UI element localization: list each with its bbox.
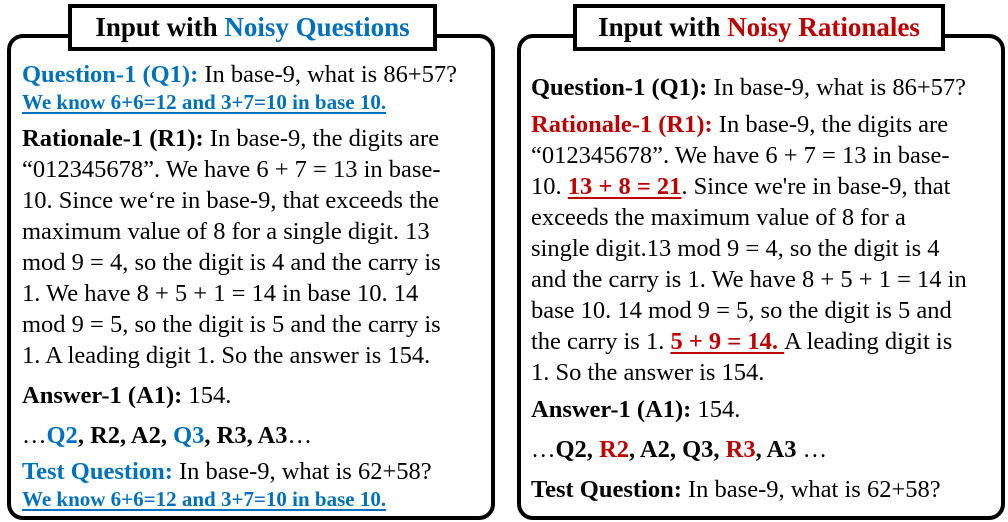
- seq-mid2: , R3, A3: [204, 422, 288, 449]
- q1-label: Question-1 (Q1):: [22, 61, 199, 88]
- seq-r2: R2: [599, 436, 630, 463]
- test-question-line: [22, 456, 457, 487]
- r1-line-7: mod 9 = 5, so the digit is 5 and the carry is: [22, 311, 441, 338]
- test-noise: We know 6+6=12 and 3+7=10 in base 10.: [22, 487, 387, 511]
- seq-r3: R3: [725, 436, 756, 463]
- test-label: Test Question:: [22, 458, 173, 485]
- q1-line: [531, 72, 967, 103]
- r1-line-1: [22, 123, 457, 154]
- noisy-step-1: 13 + 8 = 21: [567, 173, 682, 200]
- noisy-questions-title: [68, 4, 437, 51]
- r1-line-6: 1. We have 8 + 5 + 1 = 14 in base 10. 14: [22, 280, 419, 307]
- seq-q3: Q3: [173, 422, 205, 449]
- r1-line-3: [531, 171, 967, 202]
- seq-q2: Q2: [46, 422, 78, 449]
- r1-label: Rationale-1 (R1):: [531, 111, 713, 138]
- seq-prefix: …: [22, 422, 47, 449]
- r1-line3-post: . Since we're in base-9, that: [681, 173, 951, 200]
- r1-line-2: “012345678”. We have 6 + 7 = 13 in base-: [531, 142, 950, 169]
- seq-mid1: , R2, A2,: [77, 422, 174, 449]
- r1-line-8: 1. A leading digit 1. So the answer is 154.: [22, 342, 431, 369]
- q1-label: Question-1 (Q1):: [531, 74, 708, 101]
- r1-line-8: [531, 326, 967, 357]
- q1-noise-line: [22, 90, 457, 123]
- seq-mid: , A2, Q3,: [629, 436, 726, 463]
- test-text: In base-9, what is 62+58?: [172, 458, 432, 485]
- noisy-step-2: 5 + 9 = 14.: [670, 328, 785, 355]
- seq-suffix: …: [287, 422, 312, 449]
- seq-q2: Q2,: [555, 436, 600, 463]
- seq-suffix: …: [796, 436, 828, 463]
- a1-line: [531, 394, 967, 425]
- r1-text: In base-9, the digits are: [203, 125, 440, 152]
- r1-line-5: single digit.13 mod 9 = 4, so the digit is 4: [531, 235, 940, 262]
- title-highlight: Noisy Rationales: [727, 12, 920, 42]
- r1-line3-pre: 10.: [531, 173, 568, 200]
- noisy-questions-content: [22, 59, 457, 518]
- r1-line-4: maximum value of 8 for a single digit. 13: [22, 218, 430, 245]
- a1-text: 154.: [691, 396, 741, 423]
- r1-line-7: base 10. 14 mod 9 = 5, so the digit is 5 and: [531, 297, 952, 324]
- a1-line: [22, 380, 457, 411]
- r1-line8-post: A leading digit is: [784, 328, 953, 355]
- q1-text: In base-9, what is 86+57?: [198, 61, 458, 88]
- test-question-line: [531, 474, 967, 505]
- sequence-line: [22, 420, 457, 451]
- seq-prefix: …: [531, 436, 556, 463]
- r1-line-5: mod 9 = 4, so the digit is 4 and the carry is: [22, 249, 441, 276]
- noisy-rationales-content: [531, 72, 967, 505]
- r1-line-3: 10. Since we‘re in base-9, that exceeds the: [22, 187, 440, 214]
- a1-label: Answer-1 (A1):: [22, 382, 183, 409]
- r1-label: Rationale-1 (R1):: [22, 125, 204, 152]
- q1-noise: We know 6+6=12 and 3+7=10 in base 10.: [22, 90, 387, 114]
- r1-line-1: [531, 109, 967, 140]
- title-prefix: Input with: [598, 12, 728, 42]
- r1-line-4: exceeds the maximum value of 8 for a: [531, 204, 906, 231]
- q1-line: [22, 59, 457, 90]
- test-label: Test Question:: [531, 476, 682, 503]
- title-prefix: Input with: [95, 12, 225, 42]
- a1-text: 154.: [182, 382, 232, 409]
- r1-line8-pre: the carry is 1.: [531, 328, 671, 355]
- test-noise-line: [22, 487, 457, 518]
- title-highlight: Noisy Questions: [224, 12, 410, 42]
- noisy-rationales-title: [573, 4, 945, 51]
- q1-text: In base-9, what is 86+57?: [707, 74, 967, 101]
- sequence-line: [531, 434, 967, 465]
- r1-line-9: 1. So the answer is 154.: [531, 359, 765, 386]
- seq-end: , A3: [755, 436, 797, 463]
- r1-line-6: and the carry is 1. We have 8 + 5 + 1 = 14 in: [531, 266, 967, 293]
- test-text: In base-9, what is 62+58?: [681, 476, 941, 503]
- a1-label: Answer-1 (A1):: [531, 396, 692, 423]
- r1-text: In base-9, the digits are: [712, 111, 949, 138]
- r1-line-2: “012345678”. We have 6 + 7 = 13 in base-: [22, 156, 441, 183]
